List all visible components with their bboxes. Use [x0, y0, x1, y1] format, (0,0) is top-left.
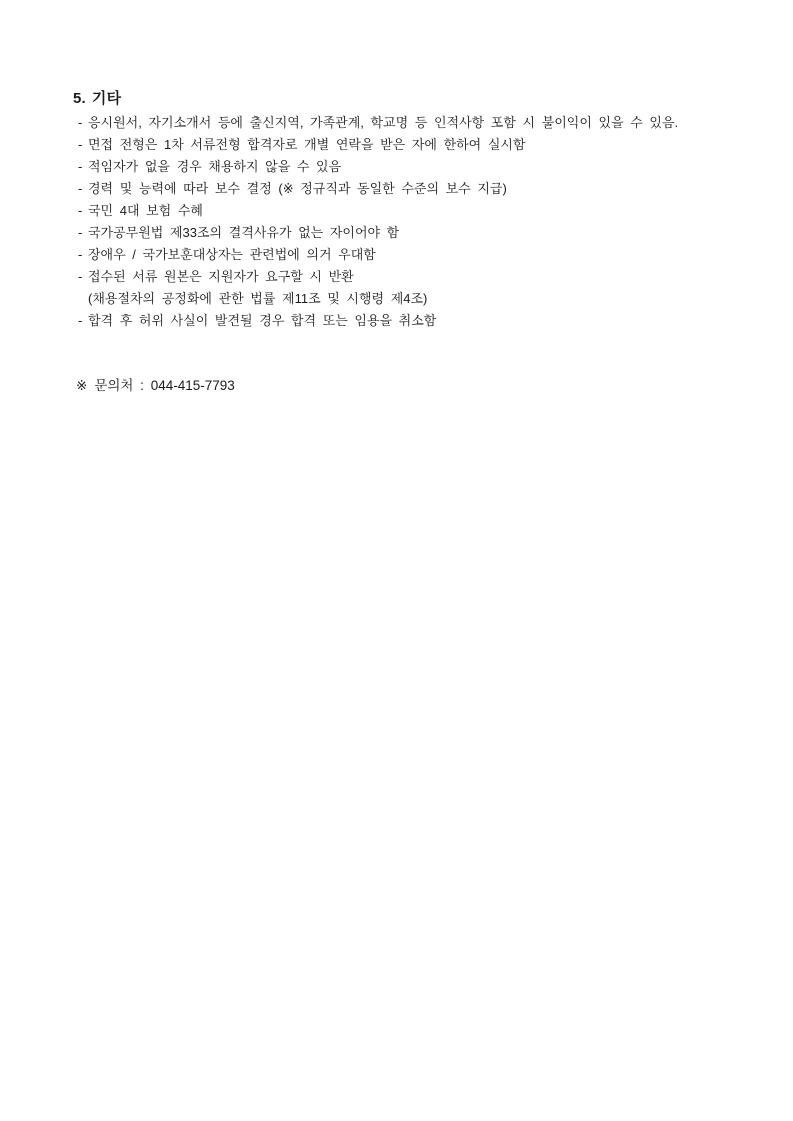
contact-text: 문의처 : 044-415-7793 — [94, 378, 235, 393]
section-title: 기타 — [91, 90, 122, 107]
list-item-2 — [73, 134, 738, 156]
bullet-dash: - — [78, 247, 83, 262]
section-heading — [73, 88, 738, 110]
list-item-6 — [73, 222, 738, 244]
list-item-text: 국가공무원법 제33조의 결격사유가 없는 자이어야 함 — [88, 225, 400, 240]
list-item-3 — [73, 156, 738, 178]
bullet-dash: - — [78, 203, 83, 218]
list-item-text: 합격 후 허위 사실이 발견될 경우 합격 또는 임용을 취소함 — [88, 313, 437, 328]
list-item-text: 국민 4대 보험 수혜 — [88, 203, 203, 218]
list-item-text: 장애우 / 국가보훈대상자는 관련법에 의거 우대함 — [88, 247, 376, 262]
section-number: 5. — [73, 90, 86, 107]
list-item-1 — [73, 112, 738, 134]
list-item-text: 접수된 서류 원본은 지원자가 요구할 시 반환 — [88, 269, 354, 284]
bullet-dash: - — [78, 225, 83, 240]
list-item-text: 응시원서, 자기소개서 등에 출신지역, 가족관계, 학교명 등 인적사항 포함 시 불이익이 있을 수 있음. — [88, 115, 679, 130]
list-item-text: (채용절차의 공정화에 관한 법률 제11조 및 시행령 제4조) — [88, 291, 428, 306]
list-item-9 — [73, 310, 738, 332]
bullet-list — [73, 112, 738, 332]
list-item-7 — [73, 244, 738, 266]
list-item-text: 면접 전형은 1차 서류전형 합격자로 개별 연락을 받은 자에 한하여 실시함 — [88, 137, 526, 152]
bullet-dash: - — [78, 181, 83, 196]
document-content — [73, 88, 738, 397]
bullet-dash: - — [78, 115, 83, 130]
bullet-dash: - — [78, 137, 83, 152]
list-item-text: 적임자가 없을 경우 채용하지 않을 수 있음 — [88, 159, 342, 174]
bullet-dash: - — [78, 159, 83, 174]
list-item-8-continuation — [73, 288, 738, 310]
list-item-8 — [73, 266, 738, 288]
reference-mark-icon: ※ — [76, 378, 88, 393]
list-item-4 — [73, 178, 738, 200]
contact-note — [73, 375, 738, 397]
bullet-dash: - — [78, 269, 83, 284]
list-item-text: 경력 및 능력에 따라 보수 결정 (※ 정규직과 동일한 수준의 보수 지급) — [88, 181, 507, 196]
list-item-5 — [73, 200, 738, 222]
bullet-dash: - — [78, 313, 83, 328]
